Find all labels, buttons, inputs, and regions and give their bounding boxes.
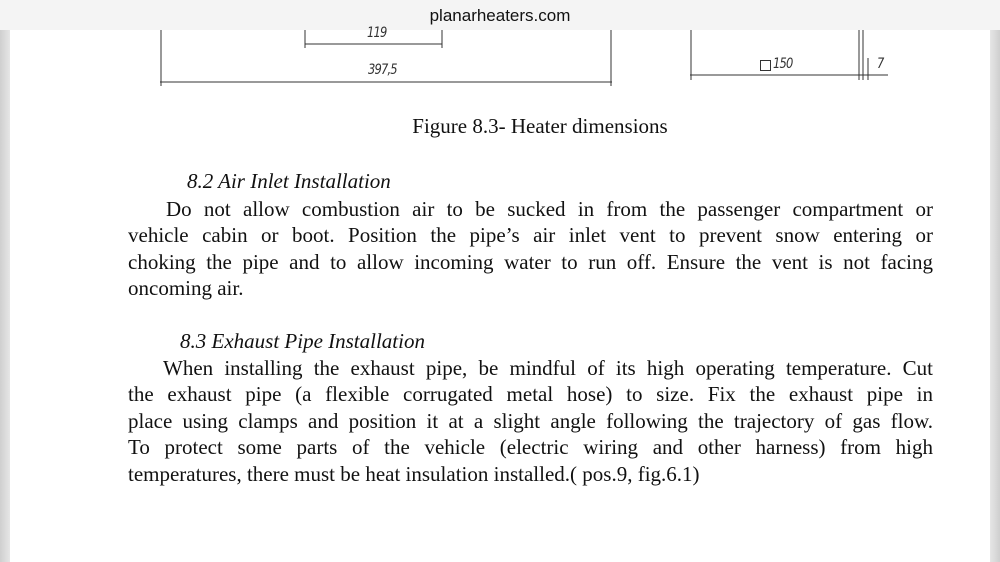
- square-symbol-icon: [760, 60, 771, 71]
- section-8-3-body: [128, 355, 933, 487]
- left-page-margin: [0, 30, 10, 562]
- right-page-margin: [990, 30, 1000, 562]
- section-8-2-line-2: vehicle cabin or boot. Position the pipe’s air inlet vent to prevent snow entering or: [128, 223, 933, 248]
- address-bar[interactable]: [0, 0, 1000, 31]
- dim-label-119: 119: [367, 25, 387, 41]
- section-8-2-line-3: choking the pipe and to allow incoming water to run off. Ensure the vent is not facing: [128, 249, 933, 274]
- section-8-2-heading: 8.2 Air Inlet Installation: [187, 169, 391, 193]
- section-8-3-line-2: the exhaust pipe (a flexible corrugated metal hose) to size. Fix the exhaust pipe in: [128, 382, 933, 407]
- document-page: [10, 25, 990, 562]
- url-text: planarheaters.com: [429, 6, 571, 25]
- section-8-3-line-4: To protect some parts of the vehicle (electric wiring and other harness) from high: [128, 435, 933, 460]
- section-8-3-line-3: place using clamps and position it at a slight angle following the trajectory of gas flow.: [128, 408, 933, 433]
- section-8-2-body: [128, 196, 933, 302]
- section-8-3-heading: 8.3 Exhaust Pipe Installation: [180, 329, 425, 353]
- section-8-2-line-4: oncoming air.: [128, 276, 244, 301]
- section-8-2-line-1: Do not allow combustion air to be sucked in from the passenger compartment or: [166, 197, 933, 221]
- figure-caption: Figure 8.3- Heater dimensions: [412, 114, 668, 138]
- section-8-3-line-5: temperatures, there must be heat insulation installed.( pos.9, fig.6.1): [128, 461, 700, 486]
- heater-dimension-drawing: [10, 30, 990, 120]
- dim-label-150: 150: [773, 56, 793, 72]
- dim-label-7: 7: [877, 56, 884, 72]
- section-8-3-line-1: When installing the exhaust pipe, be mindful of its high operating temperature. Cut: [163, 356, 933, 380]
- dim-label-397: 397,5: [368, 62, 397, 78]
